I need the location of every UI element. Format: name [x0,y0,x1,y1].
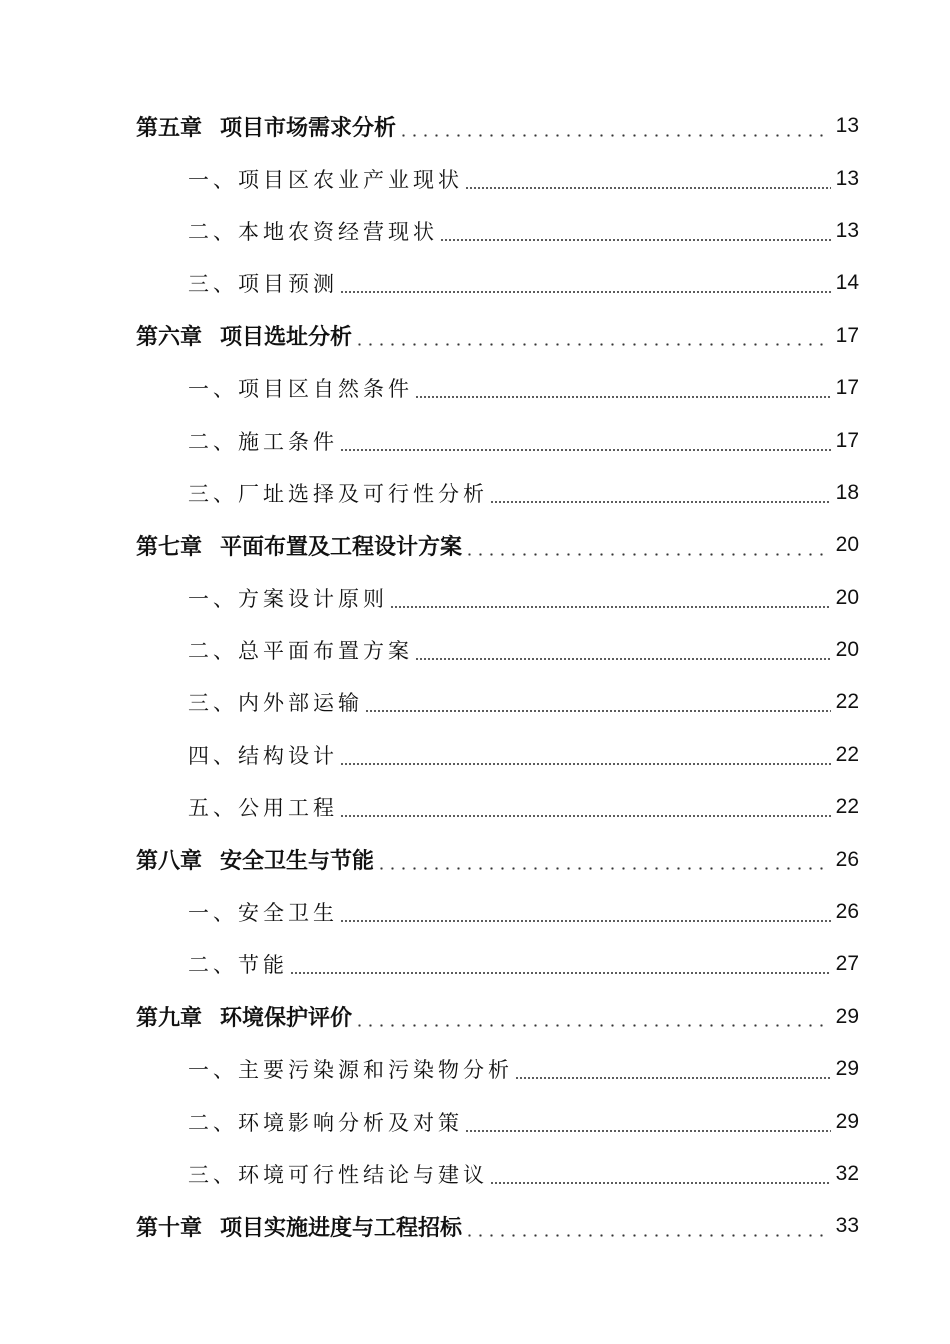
page-number: 33 [835,1214,859,1238]
dot-leader [490,501,831,503]
chapter-title: 项目选址分析 [220,324,353,351]
toc-entry-title: 三、项目预测 [188,272,338,297]
chapter-title: 平面布置及工程设计方案 [220,533,463,560]
dot-leader [415,658,831,660]
toc-entry-title [136,844,374,875]
toc-section-entry[interactable] [0,938,950,990]
page-number: 13 [835,166,859,190]
toc-section-entry[interactable] [0,362,950,414]
dot-leader [340,815,831,817]
toc-entry-title: 一、主要污染源和污染物分析 [188,1058,513,1083]
toc-section-entry[interactable] [0,676,950,728]
page-number: 17 [835,428,859,452]
page-number: 29 [835,1057,859,1081]
page-number: 13 [835,114,859,138]
page-number: 17 [835,376,859,400]
toc-section-entry[interactable] [0,624,950,676]
page-number: 29 [835,1109,859,1133]
dot-leader [354,343,831,346]
toc-entry-title: 三、内外部运输 [188,691,363,716]
page-number: 29 [835,1004,859,1028]
toc-entry-title [136,111,396,142]
toc-entry-title [136,1211,462,1242]
toc-entry-title: 三、环境可行性结论与建议 [188,1163,488,1187]
toc-section-entry[interactable] [0,572,950,624]
toc-section-entry[interactable] [0,1095,950,1147]
dot-leader [515,1077,831,1079]
page-number: 27 [835,952,859,976]
page-number: 32 [835,1162,859,1185]
chapter-number: 第五章 [136,114,203,141]
toc-chapter-entry[interactable] [0,833,950,885]
dot-leader [390,606,831,608]
toc-entry-title: 四、结构设计 [188,743,338,768]
toc-entry-title: 一、安全卫生 [188,901,338,926]
toc-section-entry[interactable] [0,886,950,938]
toc-section-entry[interactable] [0,1043,950,1095]
toc-entry-title: 二、本地农资经营现状 [188,219,438,244]
toc-section-entry[interactable] [0,729,950,781]
toc-section-entry[interactable] [0,205,950,257]
chapter-number: 第九章 [136,1005,203,1032]
toc-entry-title: 三、厂址选择及可行性分析 [188,481,488,506]
chapter-number: 第八章 [136,848,203,875]
toc-entry-title: 一、方案设计原则 [188,586,388,611]
page-number: 22 [835,742,859,766]
chapter-title: 环境保护评价 [220,1005,353,1032]
chapter-title: 项目实施进度与工程招标 [220,1214,463,1241]
toc-chapter-entry[interactable] [0,310,950,362]
chapter-title: 项目市场需求分析 [220,114,397,141]
chapter-number: 第十章 [136,1214,203,1241]
dot-leader [376,867,831,870]
page-number: 18 [835,480,859,504]
chapter-number: 第六章 [136,324,203,351]
toc-chapter-entry[interactable] [0,1200,950,1252]
toc-entry-title: 二、环境影响分析及对策 [188,1110,463,1135]
page-number: 17 [835,323,859,347]
dot-leader [340,763,831,765]
page-number: 20 [835,533,859,557]
toc-section-entry[interactable] [0,257,950,309]
dot-leader [440,239,831,241]
dot-leader [365,710,831,712]
page-number: 26 [835,900,859,924]
toc-section-entry[interactable] [0,414,950,466]
toc-entry-title [136,530,462,561]
chapter-title: 安全卫生与节能 [220,848,375,875]
dot-leader [398,134,831,137]
dot-leader [354,1024,831,1027]
toc-entry-title [136,320,352,351]
dot-leader [465,187,831,189]
dot-leader [290,972,831,974]
toc-entry-title [136,1001,352,1032]
toc-section-entry[interactable] [0,467,950,519]
dot-leader [490,1182,831,1184]
toc-entry-title: 一、项目区农业产业现状 [188,167,463,192]
toc-chapter-entry[interactable] [0,519,950,571]
toc-entry-title: 二、施工条件 [188,429,338,454]
dot-leader [465,1130,831,1132]
page-number: 14 [835,271,859,295]
dot-leader [464,1234,831,1237]
page-number: 22 [835,795,859,819]
dot-leader [340,291,831,293]
toc-section-entry[interactable] [0,152,950,204]
toc-entry-title: 五、公用工程 [188,796,338,821]
page-number: 26 [835,847,859,871]
table-of-contents [0,100,950,1253]
chapter-number: 第七章 [136,533,203,560]
dot-leader [340,449,831,451]
toc-entry-title: 一、项目区自然条件 [188,377,413,402]
toc-entry-title: 二、总平面布置方案 [188,639,413,664]
toc-chapter-entry[interactable] [0,100,950,152]
toc-section-entry[interactable] [0,1148,950,1200]
toc-section-entry[interactable] [0,781,950,833]
dot-leader [415,396,831,398]
page-number: 20 [835,585,859,609]
dot-leader [464,553,831,556]
page-number: 13 [835,218,859,242]
toc-chapter-entry[interactable] [0,991,950,1043]
dot-leader [340,920,831,922]
page-number: 20 [835,638,859,662]
toc-entry-title: 二、节能 [188,953,288,978]
page-number: 22 [835,690,859,714]
